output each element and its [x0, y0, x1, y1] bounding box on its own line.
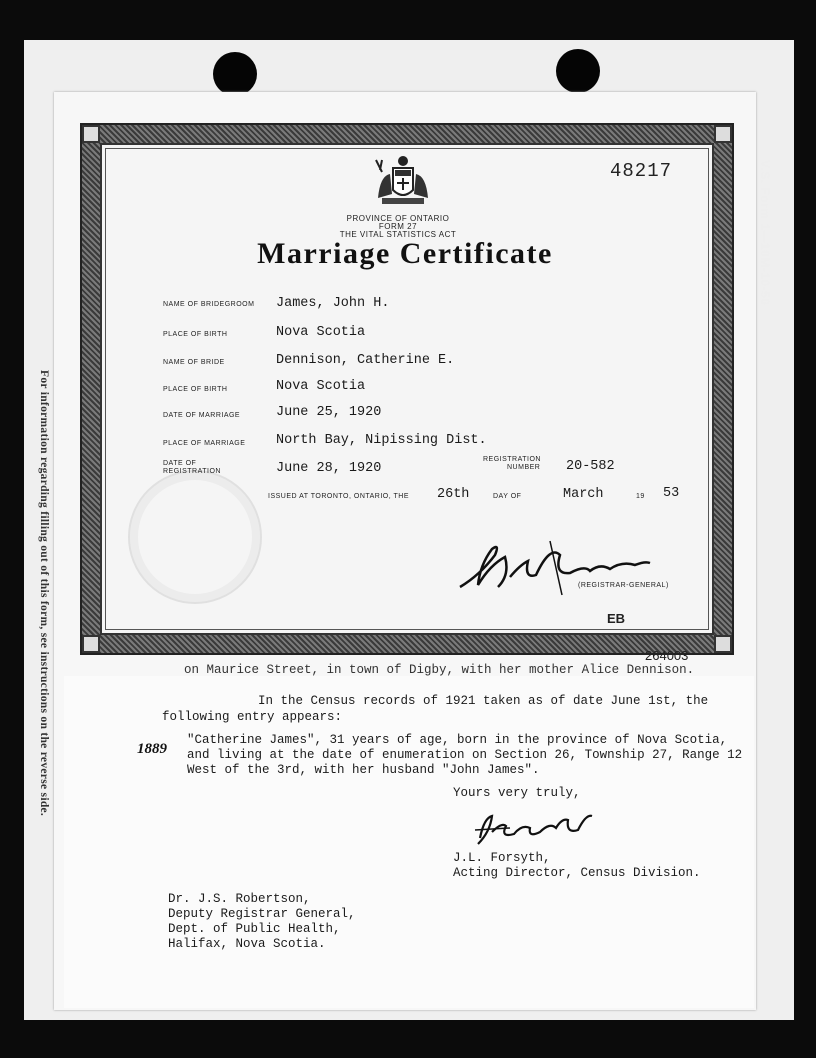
certificate-initials: EB	[607, 611, 626, 626]
registrar-signature	[450, 535, 660, 605]
groom-birthplace-label: PLACE OF BIRTH	[163, 331, 228, 338]
letter-cut-line: on Maurice Street, in town of Digby, with her mother Alice Dennison.	[184, 663, 695, 677]
signer-name: J.L. Forsyth,	[453, 851, 551, 865]
bride-label: NAME OF BRIDE	[163, 359, 225, 366]
handwritten-year: 1889	[137, 741, 167, 757]
bride-birthplace-value: Nova Scotia	[276, 379, 366, 394]
embossed-seal	[128, 470, 262, 604]
marriage-date-value: June 25, 1920	[276, 405, 382, 420]
issued-day: 26th	[437, 487, 470, 502]
census-paragraph-line: In the Census records of 1921 taken as of date June 1st, the	[258, 694, 709, 708]
census-entry-line: West of the 3rd, with her husband "John James".	[187, 763, 540, 777]
letter-closing: Yours very truly,	[453, 786, 581, 800]
registrar-general-label: (REGISTRAR-GENERAL)	[578, 582, 669, 589]
letter-lower-sheet	[64, 676, 754, 1008]
corner-ornament	[82, 635, 100, 653]
punch-hole-left	[213, 52, 257, 96]
signer-title: Acting Director, Census Division.	[453, 866, 701, 880]
coat-of-arms-icon	[368, 150, 438, 210]
recipient-line: Dept. of Public Health,	[168, 922, 341, 936]
corner-ornament	[714, 125, 732, 143]
issued-label: ISSUED AT TORONTO, ONTARIO, THE	[268, 493, 410, 500]
form-side-label: V.S. Form 1—10M-10-50	[758, 160, 772, 306]
census-paragraph-line: following entry appears:	[162, 710, 343, 724]
bridegroom-value: James, John H.	[276, 296, 390, 311]
groom-birthplace-value: Nova Scotia	[276, 325, 366, 340]
forsyth-signature	[470, 808, 600, 848]
certificate-number: 48217	[610, 160, 673, 182]
registration-date-label: REGISTRATION	[163, 468, 221, 475]
corner-ornament	[82, 125, 100, 143]
census-entry-line: and living at the date of enumeration on Section 26, Township 27, Range 12	[187, 748, 743, 762]
province-heading: PROVINCE OF ONTARIO	[346, 214, 450, 223]
census-entry-line: "Catherine James", 31 years of age, born in the province of Nova Scotia,	[187, 733, 728, 747]
act-heading: THE VITAL STATISTICS ACT	[339, 230, 457, 239]
registration-number-value: 20-582	[566, 459, 615, 474]
bride-value: Dennison, Catherine E.	[276, 353, 455, 368]
form-heading: FORM 27	[378, 222, 418, 231]
issued-month: March	[563, 487, 604, 502]
registration-number-label: REGISTRATION	[483, 456, 541, 463]
registration-number-label: NUMBER	[507, 464, 541, 471]
recipient-line: Deputy Registrar General,	[168, 907, 356, 921]
certificate-title: Marriage Certificate	[257, 237, 553, 270]
day-of-label: DAY OF	[493, 493, 522, 500]
marriage-place-label: PLACE OF MARRIAGE	[163, 440, 246, 447]
marriage-date-label: DATE OF MARRIAGE	[163, 412, 241, 419]
registration-date-label: DATE OF	[163, 460, 197, 467]
recipient-line: Dr. J.S. Robertson,	[168, 892, 311, 906]
year-prefix: 19	[636, 493, 645, 500]
issued-year: 53	[663, 486, 680, 501]
recipient-line: Halifax, Nova Scotia.	[168, 937, 326, 951]
bride-birthplace-label: PLACE OF BIRTH	[163, 386, 228, 393]
punch-hole-right	[556, 49, 600, 93]
registration-date-value: June 28, 1920	[276, 461, 382, 476]
certificate-serial: 264003	[645, 648, 689, 663]
side-instruction: For information regarding filling out of this form, see instructions on the reverse side.	[38, 370, 50, 817]
marriage-place-value: North Bay, Nipissing Dist.	[276, 433, 487, 448]
corner-ornament	[714, 635, 732, 653]
bridegroom-label: NAME OF BRIDEGROOM	[163, 301, 255, 308]
